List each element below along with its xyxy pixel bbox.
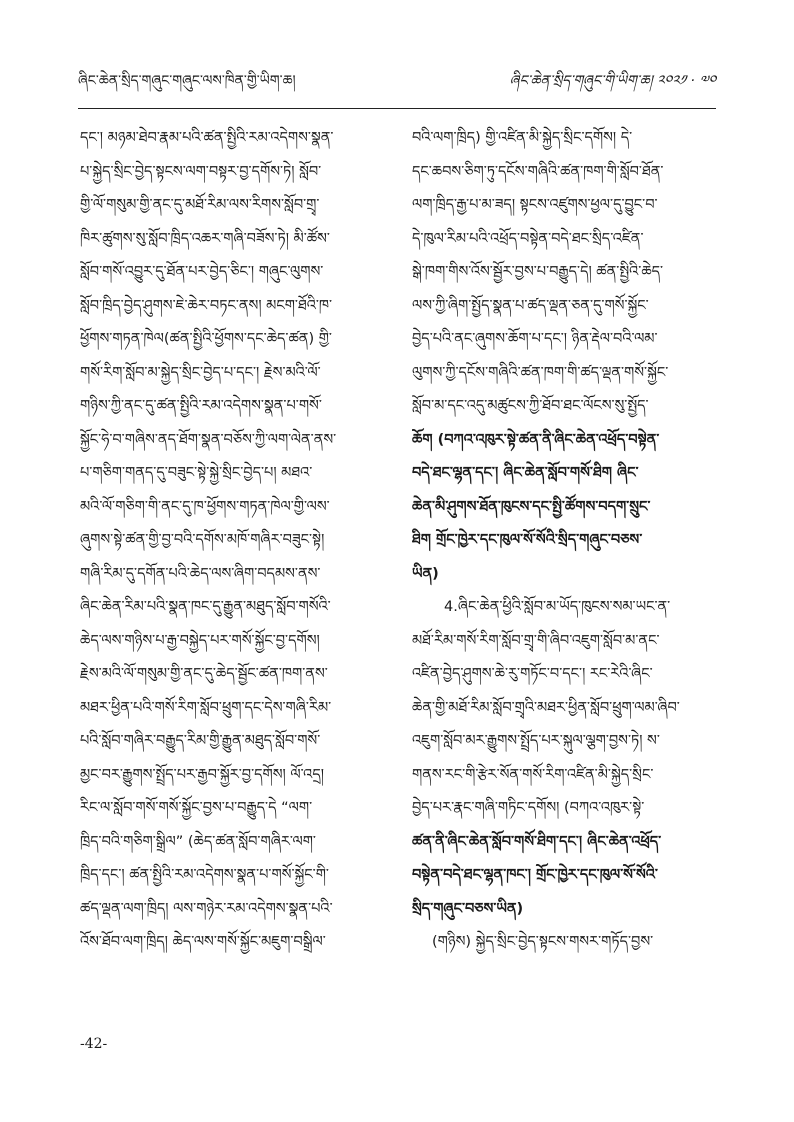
responsible-units-line: ཚན་ནི་ཞིང་ཆེན་སློབ་གསོ་ཐིག་དང་། ཞིང་ཆེན་འཕྲོད་ bbox=[412, 833, 662, 850]
page-number: -42- bbox=[80, 1036, 108, 1052]
responsible-units-line: བདེ་ཐང་ལྷན་དང་། ཞིང་ཆེན་སློབ་གསོ་ཐིག ཞིང་ bbox=[412, 465, 639, 481]
text-line: པའི་སློབ་གཞིར་བརྒྱུད་རིམ་གྱི་རྒྱུན་མཐུད་སློབ་གསོ་ bbox=[80, 733, 321, 749]
text-line: ཁྲིད་དང་། ཚན་སྤྱིའི་རམ་འདེགས་སྣན་པ་གསོ་སྐྱོང་གི་ bbox=[80, 867, 329, 883]
responsible-units-line: སྲིད་གཞུང་བཅས་ཡིན) bbox=[412, 900, 524, 917]
text-line: ཆེན་གྱི་མཐོ་རིམ་སློབ་གྲྭའི་མཐར་ཕྱིན་སློབ་ཕྲུག་ལམ་ཞིབ་ bbox=[412, 699, 680, 716]
text-line: དེ་ཁུལ་རིམ་པའི་འཕྲོད་བསྟེན་བདེ་ཐང་སྲིད་འཛིན་ bbox=[412, 230, 644, 247]
text-line: ཞུགས་སྟེ་ཚན་གྱི་བྱ་བའི་དགོས་མཁོ་གཞིར་བཟུང་སྟེ། bbox=[80, 532, 325, 548]
text-line: པ་སྐྱེད་སྲིང་བྱེད་སྟངས་ལག་བསྟར་བྱ་དགོས་ཏེ། སློབ་ bbox=[80, 163, 322, 180]
text-line: རྗེས་མའི་ལོ་གསུམ་གྱི་ནང་དུ་ཆེད་སྦྱོང་ཚན་ཁག་ནས་ bbox=[80, 666, 328, 682]
text-line: བྱེད་པར་རྣང་གཞི་གཏིང་དགོས། (བཀའ་འཁུར་སྟེ་ bbox=[412, 800, 645, 816]
responsible-units-line: བསྟེན་བདེ་ཐང་ལྷན་ཁང་། གྲོང་ཁྱེར་དང་ཁུལ་སོ་སོའི་ bbox=[412, 867, 658, 883]
text-line: ཁིར་ཚུགས་སུ་སློབ་ཁྲིད་འཆར་གཞི་བཟོས་ཏེ། མི་ཚོས་ bbox=[80, 230, 330, 247]
text-line: ལུགས་ཀྱི་དངོས་གཞིའི་ཚན་ཁག་གི་ཚད་ལྡན་གསོ་སྐྱོང་ bbox=[412, 364, 669, 381]
text-line: གསོ་རིག་སློབ་མ་སྐྱེད་སྲིང་བྱེད་པ་དང་། རྗེས་མའི་ལོ་ bbox=[80, 364, 321, 381]
text-line: འཛིན་བྱེད་ཤུགས་ཆེ་རུ་གཏོང་བ་དང་། རང་རེའི་ཞིང་ bbox=[412, 666, 653, 682]
text-line: མྱང་བར་རྒྱུགས་སྤྲོད་པར་རྒྱབ་སྐྱོར་བྱ་དགོས། ལོ་འདྲ། bbox=[80, 766, 324, 783]
text-line: གཉིས་ཀྱི་ནང་དུ་ཚན་སྤྱིའི་རམ་འདེགས་སྣན་པ་གསོ་ bbox=[80, 398, 322, 414]
text-line: མཐོ་རིམ་གསོ་རིག་སློབ་གྲྭ་གི་ཞིབ་འཇུག་སློབ་མ་ནང་ bbox=[412, 632, 660, 649]
text-line: གྱི་ལོ་གསུམ་གྱི་ནང་དུ་མཐོ་རིམ་ལས་རིགས་སློབ་གྲྭ་ bbox=[80, 197, 320, 213]
text-line: སློབ་གསོ་འབྱུར་དུ་ཐོན་པར་བྱེད་ཅིང་། གཞུང་ལུགས་ bbox=[80, 264, 324, 280]
subsection-heading-line: (གཉིས) སྐྱེད་སྲིང་བྱེད་སྟངས་གསར་གཏོད་བྱས་ bbox=[432, 934, 654, 950]
text-line: ལག་ཁྲིད་རྒྱ་པ་མ་ཟད། སྟངས་འཛུགས་ཕྱལ་དུ་བྱུང་བ་ bbox=[412, 197, 658, 213]
text-line: དང་། མཉམ་ཐེབ་རྣམ་པའི་ཚན་སྤྱིའི་རམ་འདེགས་སྣན་ bbox=[80, 130, 334, 146]
text-line: པ་གཅིག་གནད་དུ་བཟུང་སྟེ་སྐྱེ་སྲིང་བྱེད་པ། མཐའ་ bbox=[80, 465, 313, 481]
text-line: སྐྱོང་ཧེ་བ་གཞིས་ནད་ཐོག་སྣན་བཅོས་ཀྱི་ལག་ལེན་ནས་ bbox=[80, 431, 337, 448]
responsible-units-line: ཐིག གྲོང་ཁྱེར་དང་ཁུལ་སོ་སོའི་སྲིད་གཞུང་བཅས་ bbox=[412, 532, 643, 548]
text-line: གནས་རང་གི་རྩེར་སོན་གསོ་རིག་འཛིན་མི་སྐྱེད་སྲིང་ bbox=[412, 766, 654, 783]
text-line: འོས་ཐོབ་ལག་ཁྲིད། ཆེད་ལས་གསོ་སྐྱོང་མཇུག་བསྒྲིལ་ bbox=[80, 934, 326, 950]
header-issue-number: ཞིང་ཆེན་སྲིད་གཞུང་གི་ཡིག་ཆ། ༢༠༢༡ · ༧༠ bbox=[509, 73, 716, 89]
text-line: ཕྱོགས་གཏན་ཁེལ(ཚན་སྤྱིའི་ཕྱོགས་དང་ཆེད་ཚན) གྱི་ bbox=[80, 331, 332, 347]
text-line: ལས་ཀྱི་ཞིག་སྤྱོད་སྣན་པ་ཚད་ལྡན་ཅན་དུ་གསོ་སྐྱོང་ bbox=[412, 297, 649, 314]
text-line: སློབ་ཁྲིད་བྱེད་ཤུགས་ཇེ་ཆེར་བཏང་ནས། མངག་ཐོའི་ཁ་ bbox=[80, 297, 333, 314]
running-header bbox=[78, 70, 716, 104]
left-text-column bbox=[80, 122, 380, 960]
text-line: གཞི་རིམ་དུ་དགོན་པའི་ཆེད་ལས་ཞིག་བདམས་ནས་ bbox=[80, 565, 321, 582]
text-line: རིང་ལ་སློབ་གསོ་གསོ་སྐྱོང་བྱས་པ་བརྒྱུད་དེ “ལག་ bbox=[80, 800, 313, 816]
text-line: ཁྲིད་བའི་གཅིག་སྒྲིལ” (ཆེད་ཚན་སློབ་གཞིར་ལག་ bbox=[80, 833, 316, 850]
header-rule bbox=[78, 108, 716, 109]
text-line: ཞིང་ཆེན་རིམ་པའི་སྣན་ཁང་དུ་རྒྱུན་མཐུད་སློབ་གསོའི་ bbox=[80, 599, 331, 615]
responsible-units-line: ཡིན) bbox=[412, 565, 439, 582]
text-line: ཚད་ལྡན་ལག་ཁྲིད། ལས་གཉེར་རམ་འདེགས་སྣན་པའི་ bbox=[80, 900, 333, 917]
text-line: དང་ཆབས་ཅིག་ཏུ་དངོས་གཞིའི་ཚན་ཁག་གི་སློབ་ཐོན་ bbox=[412, 163, 664, 180]
text-line: སྒེ་ཁག་གིས་འོས་སྦྱོར་བྱས་པ་བརྒྱུད་དེ། ཚན་སྤྱིའི་ཆེད་ bbox=[412, 264, 664, 280]
responsible-units-line: ཆེན་མི་ཤུགས་ཐོན་ཁུངས་དང་སྤྱི་ཚོགས་བདག་སྲུང་ bbox=[412, 498, 651, 515]
text-line: མཐར་ཕྱིན་པའི་གསོ་རིག་སློབ་ཕྲུག་དང་དེས་གཞི་རིམ་ bbox=[80, 699, 332, 716]
text-line: ཆེད་ལས་གཉིས་པ་རྒྱ་བསྐྱེད་པར་གསོ་སྐྱོང་བྱ་དགོས། bbox=[80, 632, 320, 649]
header-title: ཞིང་ཆེན་སྲིད་གཞུང་གཞུང་ལས་ཁིན་གྱི་ཡིག་ཆ། bbox=[78, 73, 296, 89]
responsible-units-line: ཆོག (བཀའ་འཁུར་སྟེ་ཚན་ནི་ཞིང་ཆེན་འཕྲོད་བསྟེན་ bbox=[412, 431, 660, 448]
text-line: སློབ་མ་དང་འདུ་མཚུངས་ཀྱི་ཐོབ་ཐང་ལོངས་སུ་སྤྱོད་ bbox=[412, 398, 649, 414]
text-line: བྱེད་པའི་ནང་ཞུགས་ཆོག་པ་དང་། ཉིན་རྡེལ་བའི་ལམ་ bbox=[412, 331, 658, 347]
text-line: མའི་ལོ་གཅིག་གི་ནང་དུ་ཁ་ཕྱོགས་གཏན་ཁེལ་གྱི་ལས་ bbox=[80, 498, 330, 515]
text-line: འཇུག་སློབ་མར་རྒྱུགས་སྤྲོད་པར་སྐུལ་ལྕག་བྱས་ཏེ། ས་ bbox=[412, 733, 660, 749]
right-text-column bbox=[412, 122, 712, 960]
section-heading-line: 4.ཞིང་ཆེན་ཕྱིའི་སློབ་མ་ཡོད་ཁུངས་སམ་ཡང་ན་ bbox=[444, 599, 671, 615]
text-line: བའི་ལག་ཁྲིད) གྱི་འཛིན་མི་སྐྱེད་སྲིང་དགོས། དེ་ bbox=[412, 130, 633, 146]
